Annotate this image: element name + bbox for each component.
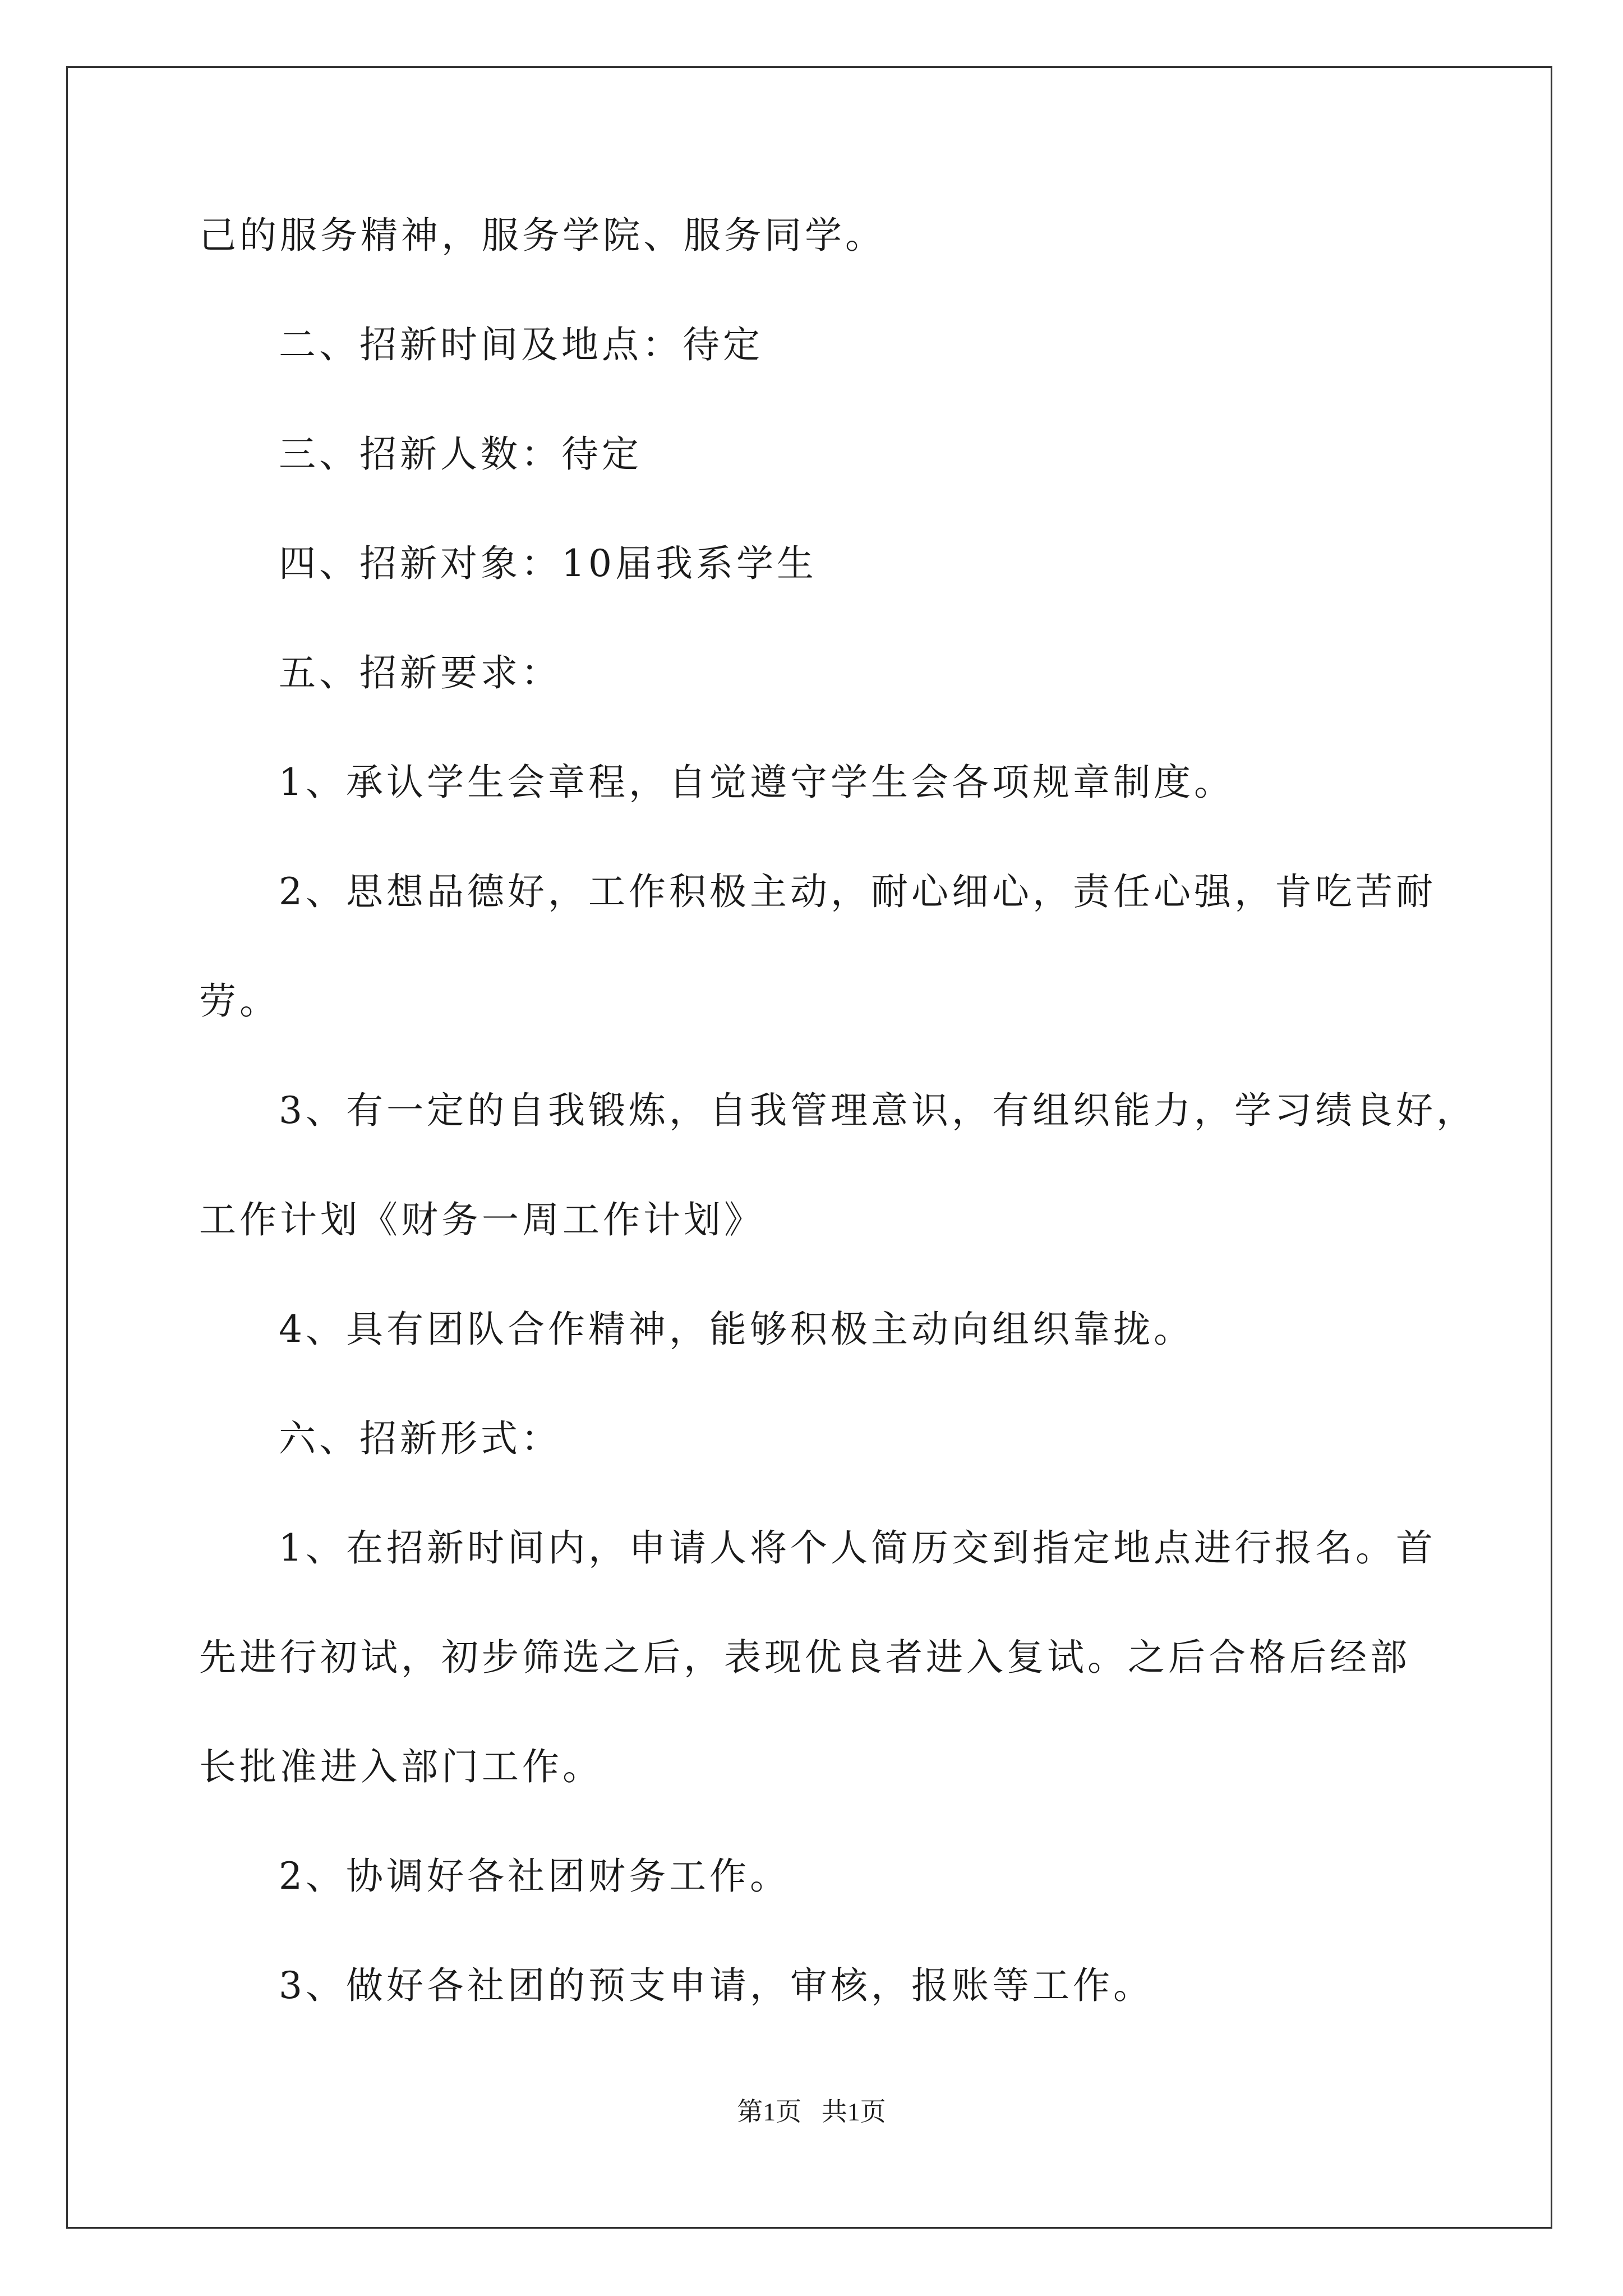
text-line: 劳。 (199, 979, 280, 1023)
text-line: 六、招新形式： (279, 1417, 561, 1460)
text-line: 4、具有团队合作精神，能够积极主动向组织靠拢。 (279, 1308, 1194, 1351)
text-line: 工作计划《财务一周工作计划》 (199, 1198, 764, 1241)
text-line: 二、招新时间及地点：待定 (279, 323, 763, 366)
text-line: 2、协调好各社团财务工作。 (279, 1855, 790, 1898)
page-number: 第1页 (737, 2097, 802, 2126)
text-line: 三、招新人数：待定 (279, 432, 642, 476)
text-line: 2、思想品德好，工作积极主动，耐心细心，责任心强，肯吃苦耐 (279, 870, 1436, 913)
page-total: 共1页 (821, 2097, 886, 2126)
text-line: 3、有一定的自我锻炼，自我管理意识，有组织能力，学习绩良好， (279, 1089, 1477, 1132)
text-line: 己的服务精神，服务学院、服务同学。 (199, 214, 886, 257)
text-line: 四、招新对象：10届我系学生 (279, 542, 817, 585)
text-line: 1、承认学生会章程，自觉遵守学生会各项规章制度。 (279, 761, 1234, 804)
page-footer (0, 2095, 1623, 2129)
text-line: 五、招新要求： (279, 651, 561, 694)
text-line: 1、在招新时间内，申请人将个人简历交到指定地点进行报名。首 (279, 1526, 1436, 1570)
text-line: 长批准进入部门工作。 (199, 1745, 603, 1788)
text-line: 先进行初试，初步筛选之后，表现优良者进入复试。之后合格后经部 (199, 1636, 1410, 1679)
text-line: 3、做好各社团的预支申请，审核，报账等工作。 (279, 1964, 1154, 2007)
page-border (66, 66, 1552, 2229)
